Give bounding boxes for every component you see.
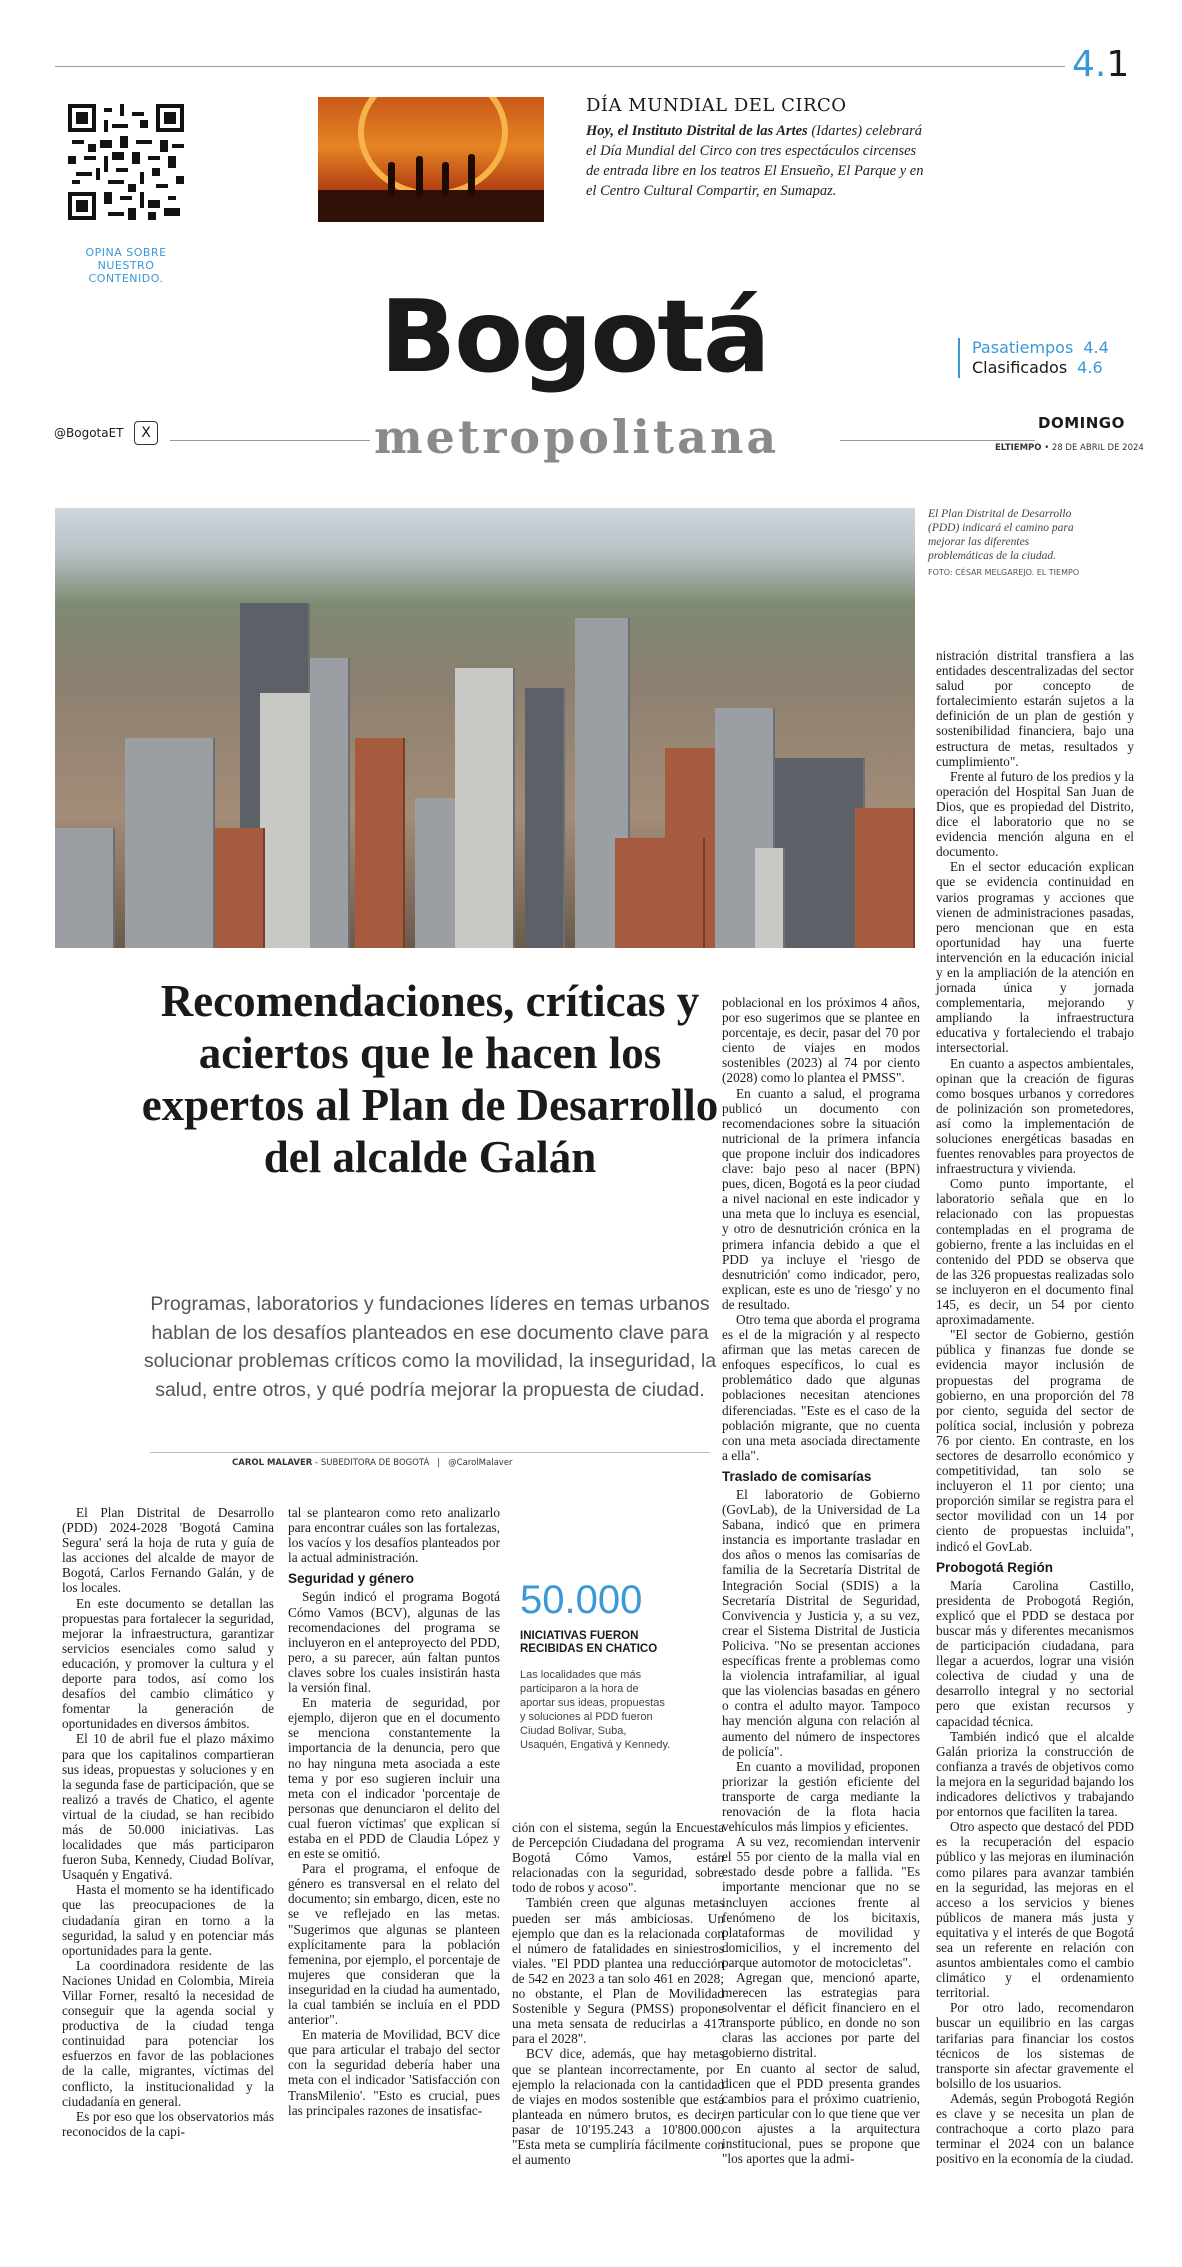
- author-twitter-handle[interactable]: @CarolMalaver: [448, 1458, 513, 1468]
- index-item[interactable]: Clasificados 4.6: [972, 358, 1103, 377]
- dateline: ELTIEMPO • 28 DE ABRIL DE 2024: [995, 443, 1144, 453]
- column-3: ción con el sistema, según la Encuesta de Percepción Ciudadana del programa Bogotá Cómo Vamos, están relacionadas con la seguridad, sobre todo de robos y acoso". También creen que algunas metas pueden ser más ambiciosas. Un ejemplo que dan es la relacionada con el número de fatalidades en siniestros viales. "El PDD plantea una reducción de 542 en 2023 a tan solo 461 en 2028; no obstante, el Plan de Movilidad Sostenible y Segura (PMSS) propone una meta sensata de reducirlas a 417 para el 2028". BCV dice, además, que hay metas que se plantean incorrectamente, por ejemplo la relacionada con la cantidad de viajes en modos sostenible que está planteada en número brutos, es decir, pasar de 10'195.243 a 10'800.000. "Esta meta se cumpliría fácilmente con el aumento: [512, 1820, 724, 2168]
- column-4: poblacional en los próximos 4 años, por eso sugerimos que se plantee en porcentaje, es decir, pasar del 70 por ciento de viajes en modos sostenibles (2023) al 74 por ciento (2028) como lo plantea el PMSS". En cuanto a salud, el programa publicó un documento con recomendaciones sobre la situación nutricional de la primera infancia que propone incluir dos indicadores clave: bajo peso al nacer (BPN) pues, dicen, Bogotá es la peor ciudad a nivel nacional en este indicador y una meta que lo incluya es esencial, y otro de desnutrición crónica en la primera infancia debido a que el PDD ya incluye el 'riesgo de desnutrición' como indicador, pero, explican, este es uno de 'riesgo' y no de resultado. Otro tema que aborda el programa es el de la migración y al respecto afirman que las metas carecen de enfoques específicos, lo cual es problemático dado que algunas poblaciones necesitan atenciones diferenciadas. "Este es el caso de la población migrante, que no cuenta con una meta asociada directamente a ella". Traslado de comisarías El laboratorio de Gobierno (GovLab), de la Universidad de La Sabana, indicó que en primera instancia es importante trasladar en dos años o menos las comisarías de familia de la Secretaría Distrital de Integración Social (SDIS) a la Secretaría Distrital de Seguridad, Convivencia y Justicia y, a su vez, crear el Sistema Distrital de Justicia Policiva. "No se presentan acciones específicas frente a problemas como la violencia intrafamiliar, al igual que las violencias basadas en género o contra el adulto mayor. Tampoco hay mención alguna con relación al aumento del número de inspectores de policía". En cuanto a movilidad, proponen priorizar la gestión eficiente del transporte de carga mediante la renovación de la flota hacia vehículos más limpios y eficientes. A su vez, recomiendan intervenir el 55 por ciento de la malla vial en estado desde pobre a fallida. "Es importante mencionar que no se incluyen acciones frente al fenómeno de los bicitaxis, plataformas de movilidad y domicilios, y el incremento del parque automotor de motocicletas". Agregan que, mencionó aparte, merecen las estrategias para solventar el déficit financiero en el transporte público, en donde no son claras las acciones por parte del gobierno distrital. En cuanto al sector de salud, dicen que el PDD presenta grandes cambios para el próximo cuatrienio, en particular con lo que tiene que ver con ajustes a la arquitectura institucional, pues se propone que "los aportes que la admi-: [722, 995, 920, 2167]
- article-headline: Recomendaciones, críticas y aciertos que le hacen los expertos al Plan de Desarrollo del alcalde Galán: [141, 976, 719, 1182]
- stat-callout: [520, 1578, 672, 1752]
- byline-rule: [150, 1452, 710, 1453]
- photo-caption: El Plan Distrital de Desarrollo (PDD) indicará el camino para mejorar las diferentes problemáticas de la ciudad.: [928, 508, 1074, 562]
- promo-title: DÍA MUNDIAL DEL CIRCO: [586, 95, 847, 116]
- section-title: Bogotá: [380, 278, 769, 395]
- top-rule: [55, 66, 1065, 67]
- promo-body: Hoy, el Instituto Distrital de las Artes (Idartes) celebrará el Día Mundial del Circo con tres espectáculos circenses de entrada libre en los teatros El Ensueño, El Parque y en el Centro Cultural Compartir, en Sumapaz.: [586, 123, 924, 199]
- x-logo-icon[interactable]: X: [134, 421, 158, 445]
- twitter-handle[interactable]: @BogotaET: [54, 426, 124, 440]
- city-skyline-photo: [55, 508, 915, 948]
- section-index: [958, 338, 1109, 378]
- circus-photo: [318, 97, 544, 222]
- subheading: Probogotá Región: [936, 1559, 1053, 1575]
- stat-text: Las localidades que más participaron a la hora de aportar sus ideas, propuestas y soluciones al PDD fueron Ciudad Bolívar, Suba, Usaquén, Engativá y Kennedy.: [520, 1669, 671, 1751]
- subheading: Seguridad y género: [288, 1571, 415, 1587]
- column-2: tal se plantearon como reto analizarlo para encontrar cuáles son las fortalezas, los vacíos y los desafíos planteados por la actual administración. Seguridad y género Según indicó el programa Bogotá Cómo Vamos (BCV), algunas de las recomendaciones del programa se incluyeron en el anteproyecto del PDD, pero, a su parecer, aún faltan puntos claves sobre los cuales insistirán hasta la versión final. En materia de seguridad, por ejemplo, dijeron que en el documento se menciona constantemente la importancia de la denuncia, pero que no hay ninguna meta asociada a este tema y por eso sugieren incluir una meta con el indicador 'porcentaje de personas que denunciaron el delito del cual fueron víctimas' que explican sí estaba en el PDD de Claudia López y en este se omitió. Para el programa, el enfoque de género es transversal en el relato del documento; sin embargo, dicen, este no se ve reflejado en las metas. "Sugerimos que algunas se planteen explícitamente para la población femenina, por ejemplo, el porcentaje de mujeres que consideran que la inseguridad en la ciudad ha aumentado, la cual también se incluía en el PDD anterior". En materia de Movilidad, BCV dice que para articular el trabajo del sector con la seguridad debería haber una meta con el indicador 'Satisfacción con TransMilenio'. "Esto es crucial, pues las principales razones de insatisfac-: [288, 1505, 500, 2118]
- column-1: El Plan Distrital de Desarrollo (PDD) 2024-2028 'Bogotá Camina Segura' será la hoja de ruta y guía de las acciones del alcalde de mayor de Bogotá, Carlos Fernando Galán, y de los locales. En este documento se detallan las propuestas para fortalecer la seguridad, mejorar la infraestructura, garantizar servicios esenciales como salud y educación, y promover la cultura y el deporte para todos, así como los desafíos del cambio climático y fomentar la generación de oportunidades en diversos ámbitos. El 10 de abril fue el plazo máximo para que los capitalinos compartieran sus ideas, propuestas y soluciones y en la segunda fase de participación, que se realizó a través de Chatico, el agente virtual de la ciudad, se han recibido más de 50.000 iniciativas. Las localidades que más participaron fueron Suba, Kennedy, Ciudad Bolívar, Usaquén y Engativá. Hasta el momento se ha identificado que las preocupaciones de la ciudadanía giran en torno a la seguridad, la salud y en potenciar más oportunidades para la gente. La coordinadora residente de las Naciones Unidad en Colombia, Mireia Villar Forner, resaltó la necesidad de conseguir que la agenda social y productiva de la ciudad tenga continuidad para potenciar los esfuerzos en favor de las poblaciones de la calle, migrantes, víctimas del conflicto, la institucionalidad y la ciudadanía en general. Es por eso que los observatorios más reconocidos de la capi-: [62, 1505, 274, 2139]
- article-deck: Programas, laboratorios y fundaciones líderes en temas urbanos hablan de los desafíos planteados en ese documento clave para solucionar problemas críticos como la movilidad, la inseguridad, la salud, entre otros, y qué podría mejorar la propuesta de ciudad.: [143, 1293, 717, 1401]
- stat-number: 50.000: [520, 1578, 643, 1622]
- page-number: 4.1: [1072, 44, 1130, 85]
- byline: CAROL MALAVER - SUBEDITORA DE BOGOTÁ | @CarolMalaver: [232, 1458, 513, 1468]
- qr-code-icon[interactable]: [68, 104, 184, 220]
- stat-label: INICIATIVAS FUERON RECIBIDAS EN CHATICO: [520, 1630, 658, 1655]
- weekday: DOMINGO: [1038, 414, 1125, 432]
- subheading: Traslado de comisarías: [722, 1468, 872, 1484]
- photo-credit: FOTO: CÉSAR MELGAREJO. EL TIEMPO: [928, 568, 1080, 577]
- masthead-rule-left: [170, 440, 370, 441]
- column-5: nistración distrital transfiera a las entidades descentralizadas del sector salud por concepto de fortalecimiento estarán sujetos a la definición de un plan de gestión y sostenibilidad financiera, bajo una estructura de metas, resultados y cumplimiento". Frente al futuro de los predios y la operación del Hospital San Juan de Dios, que es propiedad del Distrito, dice el laboratorio que no se evidencia mención alguna en el documento. En el sector educación explican que se evidencia continuidad en varios programas y acciones que vienen de administraciones pasadas, pero mencionan que en esta oportunidad hay una fuerte intervención en la educación inicial y en la ampliación de la atención en jornada única y jornada complementaria, mejorando y ampliando la infraestructura educativa y fortaleciendo el trabajo intersectorial. En cuanto a aspectos ambientales, opinan que la creación de figuras como bosques urbanos y corredores de polinización son prometedores, así como la implementación de soluciones energéticas basadas en fuentes renovables para proyectos de infraestructura y vivienda. Como punto importante, el laboratorio señala que en lo relacionado con las propuestas contempladas en el programa de gobierno, frente a las incluidas en el contenido del PDD se observa que de las 326 propuestas realizadas solo se incluyeron en el documento final 145, es decir, un 54 por ciento aproximadamente. "El sector de Gobierno, gestión pública y finanzas fue donde se evidencia mayor inclusión de propuestas del programa de gobierno, en una proporción del 78 por ciento, seguida del sector de política social, inclusión y pobreza 76 por ciento. En contraste, en los sectores de desarrollo económico y competitividad, tan solo se incluyeron el 11 por ciento; una proporción similar se registra para el sector movilidad con un 14 por ciento de propuestas incluida", indicó el GovLab. Probogotá Región María Carolina Castillo, presidenta de Probogotá Región, explicó que el PDD se destaca por buscar más y diferentes mecanismos de participación ciudadana, para llegar a acuerdos, lograr una visión colectiva de ciudad y una de desarrollo integral y no sectorial pero que existan recursos y capacidad técnica. También indicó que el alcalde Galán prioriza la construcción de confianza a través de objetivos como la mejora en la seguridad bajando los indicadores delictivos y trabajando por entornos que faciliten la tarea. Otro aspecto que destacó del PDD es la recuperación del espacio público y las mejoras en iluminación como pilares para avanzar también en la seguridad, las mejoras en el acceso a los servicios y bienes públicos de manera más justa y equitativa y el interés de que Bogotá sea un referente en relación con asuntos ambientales como el cambio climático y el ordenamiento territorial. Por otro lado, recomendaron buscar un equilibrio en las cargas tarifarias para financiar los costos técnicos de los sistemas de transporte sin afectar gravemente el bolsillo de los usuarios. Además, según Probogotá Región es clave y se necesita un plan de contrachoque a corto plazo para terminar el 2024 con un balance positivo en la economía de la ciudad.: [936, 648, 1134, 2167]
- masthead-rule-right: [840, 440, 1035, 441]
- section-subtitle: metropolitana: [374, 410, 780, 464]
- index-item[interactable]: Pasatiempos 4.4: [972, 338, 1109, 357]
- qr-caption: OPINA SOBRE NUESTRO CONTENIDO.: [85, 246, 167, 285]
